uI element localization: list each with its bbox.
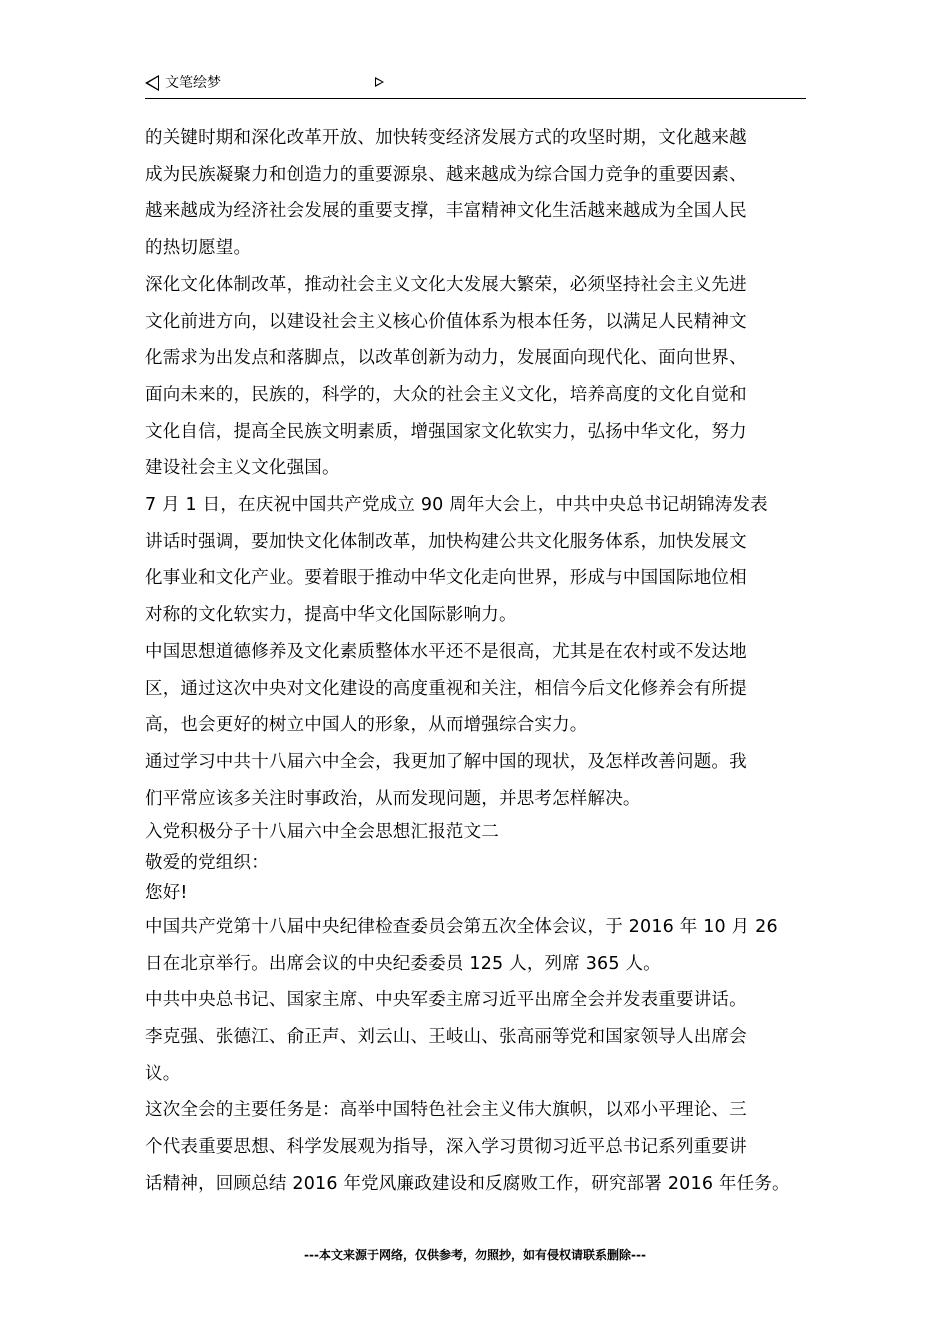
paragraph-8: 这次全会的主要任务是：高举中国特色社会主义伟大旗帜，以邓小平理论、三 个代表重要思想、科学发展观为指导，深入学习贯彻习近平总书记系列重要讲 话精神，回顾总结 2016 年党风廉政建设和反腐败工作，研究部署 2016 年任务。 bbox=[145, 1100, 790, 1194]
triangle-right-icon bbox=[375, 77, 384, 87]
paragraph-4: 中国思想道德修养及文化素质整体水平还不是很高，尤其是在农村或不发达地 区，通过这次中央对文化建设的高度重视和关注，相信今后文化修养会有所提 高，也会更好的树立中国人的形象，从而增强综合实力。 bbox=[145, 641, 747, 736]
document-body bbox=[145, 120, 825, 1202]
header-brand: 文笔绘梦 bbox=[165, 75, 221, 91]
salutation: 敬爱的党组织： bbox=[145, 852, 269, 873]
section-title: 入党积极分子十八届六中全会思想汇报范文二 bbox=[145, 822, 499, 843]
triangle-left-icon bbox=[145, 75, 159, 91]
paragraph-7: 中共中央总书记、国家主席、中央军委主席习近平出席全会并发表重要讲话。 李克强、张德江、俞正声、刘云山、王岐山、张高丽等党和国家领导人出席会 议。 bbox=[145, 990, 747, 1084]
paragraph-2: 深化文化体制改革，推动社会主义文化大发展大繁荣，必须坚持社会主义先进 文化前进方向，以建设社会主义核心价值体系为根本任务，以满足人民精神文 化需求为出发点和落脚点，以改革创新为动力，发展面向现代化、面向世界、 面向未来的，民族的，科学的，大众的社会主义文化，培养高度的文化自觉和 文化自信，提高全民族文明素质，增强国家文化软实力，弘扬中华文化，努力 建设社会主义文化强国。 bbox=[145, 274, 747, 479]
page-footer: ---本文来源于网络，仅供参考，勿照抄，如有侵权请联系删除--- bbox=[304, 1248, 646, 1262]
paragraph-5: 通过学习中共十八届六中全会，我更加了解中国的现状，及怎样改善问题。我 们平常应该多关注时事政治，从而发现问题，并思考怎样解决。 bbox=[145, 751, 747, 809]
greeting: 您好! bbox=[145, 883, 188, 904]
page-header bbox=[145, 72, 806, 99]
paragraph-1: 的关键时期和深化改革开放、加快转变经济发展方式的攻坚时期，文化越来越 成为民族凝聚力和创造力的重要源泉、越来越成为综合国力竞争的重要因素、 越来越成为经济社会发展的重要支撑，丰富精神文化生活越来越成为全国人民 的热切愿望。 bbox=[145, 128, 747, 259]
paragraph-3: 7 月 1 日，在庆祝中国共产党成立 90 周年大会上，中共中央总书记胡锦涛发表 讲话时强调，要加快文化体制改革，加快构建公共文化服务体系，加快发展文 化事业和文化产业。要着眼于推动中华文化走向世界，形成与中国国际地位相 对称的文化软实力，提高中华文化国际影响力。 bbox=[145, 495, 768, 626]
paragraph-6: 中国共产党第十八届中央纪律检查委员会第五次全体会议，于 2016 年 10 月 26 日在北京举行。出席会议的中央纪委委员 125 人，列席 365 人。 bbox=[145, 916, 778, 974]
